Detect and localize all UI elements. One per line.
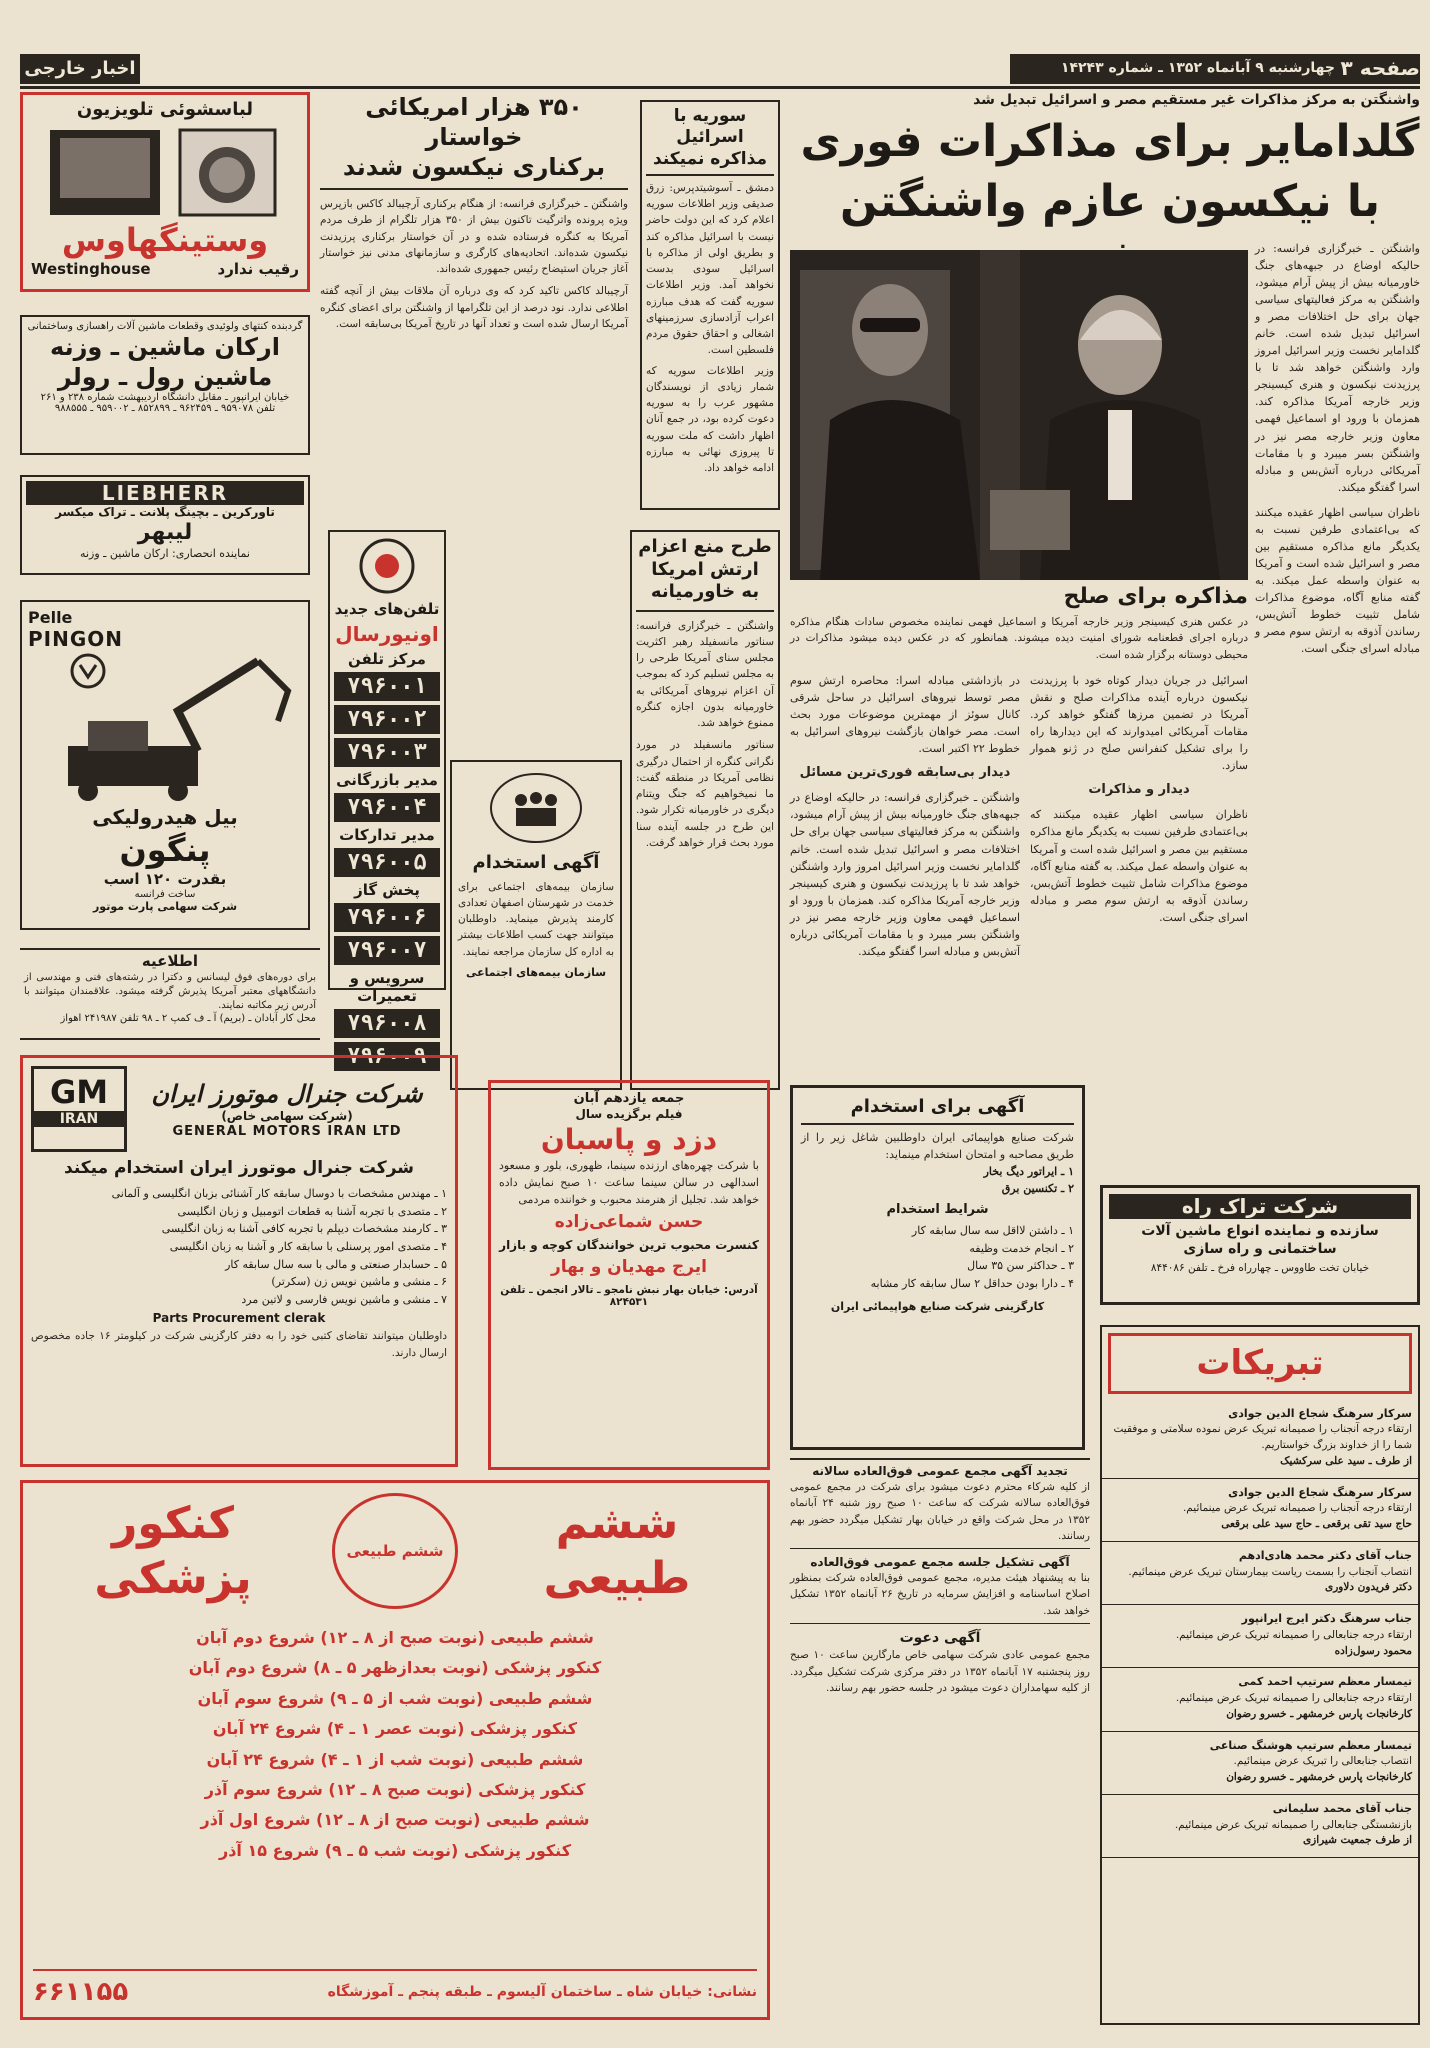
- arkan-name: ارکان ماشین ـ وزنه: [50, 333, 280, 361]
- impeach-headline-1: ۳۵۰ هزار امریکائی خواستار: [365, 93, 583, 151]
- airline-job-ad: [790, 1085, 1085, 1450]
- concert-film: فیلم برگزیده سال: [575, 1107, 683, 1122]
- impeach-body: واشنگتن ـ خبرگزاری فرانسه: از هنگام برکناری آرچیبالد کاکس بازپرس ویژه پرونده واترگیت تاکنون بیش از ۳۵۰ هزار تلگرام از طرف مردم آمریکا به کنگره فرستاده شده و در آن خواستار برکناری پرزیدنت نیکسون شده‌اند. اتحادیه‌های کارگری و سازمانهای مدنی نیز خواستار آغاز جریان استیضاح رئیس جمهوری شده‌اند.: [320, 198, 628, 276]
- thanks-item-name: جناب آقای دکتر محمد هادی‌ادهم: [1238, 1548, 1412, 1562]
- gm-item: ۶ ـ منشی و ماشین نویس زن (سکرتر): [271, 1275, 447, 1289]
- thanks-item-from: محمود رسول‌زاده: [1334, 1644, 1412, 1657]
- universal-title-1: تلفن‌های جدید: [334, 600, 440, 618]
- thanks-item-from: کارخانجات پارس خرمشهر ـ خسرو رضوان: [1226, 1771, 1412, 1783]
- syria-headline: سوریه با اسرائیل مذاکره نمیکند: [646, 106, 774, 176]
- phone-group-label: مدیر بازرگانی: [336, 771, 438, 789]
- pingon-brand-en-2: PINGON: [28, 627, 123, 651]
- thanks-item-from: از طرف جمعیت شیرازی: [1302, 1834, 1412, 1847]
- westinghouse-line-1: لباسشوئی تلویزیون: [76, 99, 254, 120]
- lead-col-a: [1030, 672, 1248, 1082]
- phone-number: ۷۹۶۰۰۵: [334, 848, 440, 877]
- thanks-item: [1102, 1668, 1418, 1731]
- gm-item: ۱ ـ مهندس مشخصات با دوسال سابقه کار آشنائی بزبان انگلیسی و آلمانی: [111, 1187, 447, 1201]
- insurance-footer: سازمان بیمه‌های اجتماعی: [465, 965, 607, 979]
- thanks-item-from: از طرف ـ سید علی سرکشیک: [1280, 1454, 1412, 1467]
- gm-headline: شرکت جنرال موتورز ایران استخدام میکند: [64, 1158, 414, 1178]
- medical-schedule-line: کنکور پزشکی (نوبت بعدازظهر ۵ ـ ۸) شروع دوم آبان: [188, 1658, 602, 1678]
- section-label: اخبار خارجی: [20, 54, 140, 84]
- syria-body-2: وزیر اطلاعات سوریه که شمار زیادی از نویسندگان مشهور عرب را به سوریه دعوت کرده بود، در جمع آنان اظهار داشت که ملت سوریه تا پیروزی نهائی به مبارزه ادامه خواهد داد.: [646, 364, 774, 475]
- gm-header-titles: [127, 1079, 447, 1139]
- thanks-item-name: جناب آقای محمد سلیمانی: [1272, 1801, 1412, 1815]
- thanks-title: تبریکات: [1196, 1343, 1324, 1383]
- phone-group-label: مرکز تلفن: [348, 650, 426, 668]
- thanks-item-text: ارتقاء درجه آنجناب را صمیمانه تبریک عرض نموده سلامتی و موفقیت شما را از خداوند بزرگ خواستاریم.: [1113, 1423, 1412, 1451]
- concert-concert: کنسرت محبوب ترین خوانندگان کوچه و بازار: [499, 1237, 759, 1252]
- medical-title-1: ششم طبیعی: [543, 1498, 691, 1604]
- track-title: شرکت تراک راه: [1109, 1194, 1411, 1219]
- thanks-item-text: انتصاب جنابعالی را تبریک عرض مینمائیم.: [1233, 1755, 1412, 1768]
- airline-items: [801, 1163, 1074, 1198]
- airline-conditions: [801, 1222, 1074, 1292]
- phone-number: ۷۹۶۰۰۱: [334, 672, 440, 701]
- lead-body-p1: واشنگتن ـ خبرگزاری فرانسه: در حالیکه اوضاع در جبهه‌های جنگ خاورمیانه بیش از پیش آرام میشود، واشنگتن به مرکز فعالیتهای سیاسی جهان برای حل اختلافات مصر و اسرائیل تبدیل شده است. خانم گلدامایر نخست وزیر اسرائیل امروز وارد واشنگتن خواهد شد تا با پرزیدنت نیکسون و هنری کیسینجر وزیر خارجه آمریکا مذاکره کند. همزمان با ورود او اسماعیل فهمی معاون وزیر خارجه مصر نیز در واشنگتن بسر میبرد و با مقامات آمریکائی درباره آتش‌بس و مبادله اسرا گفتگو میکند.: [1255, 242, 1420, 494]
- liebherr-sub: تاورکرین ـ بچینگ پلانت ـ تراک میکسر: [55, 505, 275, 519]
- photo-caption-title: مذاکره برای صلح: [1063, 584, 1248, 609]
- medical-schedule-line: ششم طبیعی (نوبت شب از ۵ ـ ۹) شروع سوم آبان: [197, 1688, 593, 1708]
- medical-schedule-line: کنکور پزشکی (نوبت صبح ۸ ـ ۱۲) شروع سوم آذر: [204, 1779, 586, 1799]
- pingon-power: بقدرت ۱۲۰ اسب: [103, 870, 227, 888]
- gm-logo: [31, 1066, 127, 1152]
- arkan-top: گردبنده کنتهای ولوئیدی وقطعات ماشین آلات راهسازی وساختمانی: [27, 321, 303, 332]
- phone-number: ۷۹۶۰۰۶: [334, 903, 440, 932]
- lead-body: [1255, 240, 1420, 1080]
- army-body: واشنگتن ـ خبرگزاری فرانسه: سناتور مانسفیلد رهبر اکثریت مجلس سنای آمریکا طرحی را به مجلس تسلیم کرد که بموجب آن اعزام نیروهای آمریکائی به خاورمیانه بدون اجازه کنگره ممنوع خواهد شد.: [636, 619, 774, 730]
- assembly-title-2: آگهی تشکیل جلسه مجمع عمومی فوق‌العاده: [810, 1555, 1070, 1570]
- lead-body-p2: ناظران سیاسی اظهار عقیده میکنند که بی‌اعتمادی طرفین نسبت به یکدیگر مانع مذاکره مستقیم بین مصر و اسرائیل شده است و آمریکا به عنوان واسطه عمل میکند. به گفته منابع آگاه، موضوع مذاکرات شامل تثبیت خطوط آتش‌بس، رساندن آذوقه به ارتش سوم مصر و مبادله اسرای جنگی است.: [1255, 505, 1420, 656]
- thanks-item-from: کارخانجات پارس خرمشهر ـ خسرو رضوان: [1226, 1707, 1412, 1720]
- pingon-brand-fa: پنگون: [119, 831, 211, 869]
- assembly-notices: [790, 1458, 1090, 2028]
- concert-date: جمعه یازدهم آبان: [573, 1091, 685, 1106]
- thanks-item: [1102, 1479, 1418, 1542]
- impeach-body-2: آرچیبالد کاکس تاکید کرد که وی درباره آن ملاقات بیش از آنچه گفته اطلاعی ندارد. نود درصد از این تلگرامها از واشنگتن برای اعضای کنگره آمریکا ارسال شده است و تعداد آنها در تاریخ آمریکا بی‌سابقه است.: [320, 285, 628, 330]
- gm-title-en: GENERAL MOTORS IRAN LTD: [172, 1124, 402, 1139]
- phone-number: ۷۹۶۰۰۴: [334, 793, 440, 822]
- phone-number: ۷۹۶۰۰۹: [334, 1042, 440, 1071]
- airline-condition: ۱ ـ داشتن لااقل سه سال سابقه کار: [911, 1224, 1074, 1238]
- thanks-item-name: تیمسار معظم سرتیپ هوشنگ صناعی: [1209, 1738, 1412, 1752]
- phone-number: ۷۹۶۰۰۳: [334, 738, 440, 767]
- gm-item: ۵ ـ حسابدار صنعتی و مالی با سه سال سابقه کار: [225, 1257, 447, 1271]
- airline-body: شرکت صنایع هواپیمائی ایران داوطلبین شاغل زیر را از طریق مصاحبه و امتحان استخدام مینماید:: [801, 1130, 1074, 1161]
- army-headline-2: ارتش امریکا: [651, 558, 759, 580]
- gm-logo-text: GM: [49, 1073, 109, 1111]
- arkan-phones: تلفن ۹۵۹۰۷۸ ـ ۹۶۲۴۵۹ ـ ۸۵۲۸۹۹ ـ ۹۵۹۰۰۲ ـ ۹۸۸۵۵۵: [54, 403, 276, 414]
- thanks-item-name: سرکار سرهنگ شجاع الدین جوادی: [1228, 1485, 1412, 1499]
- insurance-title: آگهی استخدام: [472, 852, 600, 873]
- airline-item: ۱ ـ ایراتور دیگ بخار: [983, 1164, 1074, 1178]
- concert-footer: آدرس: خیابان بهار نبش نامجو ـ تالار انجمن ـ تلفن ۸۲۴۵۳۱: [500, 1283, 758, 1308]
- announcement-ad: [20, 948, 320, 1040]
- lead-col-b-p1: در بازداشتی مبادله اسرا: محاصره ارتش سوم مصر توسط نیروهای اسرائیل در ساحل شرقی کانال سوئز از مهمترین موضوعات مورد بحث است. مصر خواهان بازگشت نیروهای اسرائیل به خطوط ۲۲ اکتبر است.: [790, 674, 1020, 756]
- announcement-title: اطلاعیه: [141, 952, 199, 970]
- gm-en-item: Parts Procurement clerak: [152, 1311, 326, 1326]
- universal-logo-icon: [357, 536, 417, 596]
- lead-photo: [790, 250, 1248, 580]
- westinghouse-brand-fa: وستینگهاوس: [61, 221, 269, 259]
- concert-ad: [488, 1080, 770, 1470]
- phone-group-label: سرویس و تعمیرات: [349, 969, 425, 1005]
- liebherr-ad: [20, 475, 310, 575]
- masthead-rule: [20, 86, 1420, 89]
- thanks-item-text: انتصاب آنجناب را بسمت ریاست بیمارستان تبریک عرض مینمائیم.: [1128, 1565, 1412, 1578]
- gm-item: ۳ ـ کارمند مشخصات دیپلم با تجربه کافی آشنا به زبان انگلیسی: [161, 1222, 447, 1236]
- gm-title-fa: شرکت جنرال موتورز ایران: [151, 1080, 423, 1108]
- phone-number: ۷۹۶۰۰۷: [334, 936, 440, 965]
- thanks-item-text: ارتقاء درجه جنابعالی را صمیمانه تبریک عرض مینمائیم.: [1175, 1692, 1412, 1704]
- concert-title: دزد و پاسبان: [540, 1123, 718, 1157]
- story-army: [630, 530, 780, 1090]
- airline-item: ۲ ـ تکنسین برق: [1001, 1182, 1074, 1196]
- thanks-item-text: ارتقاء درجه جنابعالی را صمیمانه تبریک عرض مینمائیم.: [1175, 1628, 1412, 1641]
- announcement-address: محل کار آبادان ـ (بریم) آ ـ ف کمپ ۲ ـ ۹۸ تلفن ۲۴۱۹۸۷ اهواز: [60, 1012, 316, 1024]
- gm-item: ۷ ـ منشی و ماشین نویس فارسی و لاتین مرد: [241, 1292, 447, 1306]
- westinghouse-tagline: رقیب ندارد: [217, 260, 299, 278]
- impeach-headline-2: برکناری نیکسون شدند: [320, 152, 628, 190]
- gm-iran-ad: [20, 1055, 458, 1467]
- pingon-type: بیل هیدرولیکی: [92, 805, 238, 829]
- lead-col-b-sub: دیدار بی‌سابقه فوری‌ترین مسائل: [799, 765, 1011, 781]
- medical-schedule-line: کنکور پزشکی (نوبت عصر ۱ ـ ۴) شروع ۲۴ آبان: [212, 1719, 578, 1739]
- medical-schedule-line: کنکور پزشکی (نوبت شب ۵ ـ ۹) شروع ۱۵ آذر: [219, 1840, 571, 1860]
- medical-phone: ۶۶۱۱۵۵: [33, 1977, 129, 2007]
- concert-singer: حسن شماعی‌زاده: [554, 1212, 704, 1233]
- story-impeach: [320, 92, 628, 512]
- concert-names: ایرج مهدیان و بهار: [551, 1256, 707, 1277]
- tv-washer-image: [30, 120, 300, 220]
- medical-lines: [33, 1623, 757, 1866]
- insurance-body: سازمان بیمه‌های اجتماعی برای خدمت در شهرستان اصفهان تعدادی کارمند پذیرش مینماید. داوطلبان میتوانند جهت کسب اطلاعات بیشتر به اداره کل سازمان مراجعه نمایند.: [458, 880, 614, 958]
- phone-number: ۷۹۶۰۰۲: [334, 705, 440, 734]
- arkan-address: خیابان ایرانپور ـ مقابل دانشگاه اردیبهشت شماره ۲۳۸ و ۲۶۱: [40, 392, 290, 403]
- liebherr-brand-en: LIEBHERR: [26, 481, 304, 505]
- medical-seal: [332, 1493, 458, 1609]
- universal-title-2: اونیورسال: [335, 622, 439, 646]
- pingon-ad: [20, 600, 310, 930]
- arkan-line-2: ماشین رول ـ رولر: [57, 363, 273, 391]
- airline-condition: ۳ ـ حداکثر سن ۳۵ سال: [967, 1259, 1074, 1273]
- assembly-body-3: مجمع عمومی عادی شرکت سهامی خاص مارگارین ساعت ۱۰ صبح روز پنجشنبه ۱۷ آبانماه ۱۳۵۲ در دفتر مرکزی شرکت تشکیل میگردد. از کلیه سهامداران دعوت میشود در جلسه حضور بهم رسانند.: [790, 1649, 1090, 1694]
- assembly-title: تجدید آگهی مجمع عمومی فوق‌العاده سالانه: [812, 1464, 1068, 1478]
- concert-body: با شرکت چهره‌های ارزنده سینما، ظهوری، بلور و مسعود اسدالهی در سالن سینما ساعت ۱۰ صبح نمایش داده خواهد شد. تجلیل از هنرمند محبوب و خواننده مردمی: [499, 1159, 759, 1207]
- lead-kicker: واشنگتن به مرکز مذاکرات غیر مستقیم مصر و اسرائیل تبدیل شد: [973, 92, 1420, 108]
- medical-schedule-line: ششم طبیعی (نوبت صبح از ۸ ـ ۱۲) شروع اول آذر: [200, 1810, 590, 1830]
- medical-title-2: کنکور پزشکی: [94, 1498, 252, 1604]
- lead-col-b: [790, 672, 1020, 1082]
- photo-caption: در عکس هنری کیسینجر وزیر خارجه آمریکا و اسماعیل فهمی نماینده مخصوص سادات هنگام مذاکره درباره اجرای قطعنامه شورای امنیت دیده میشوند. همانطور که در عکس دیده میشود مذاکرات در محیطی دوستانه برگزار شده است.: [790, 616, 1248, 661]
- assembly-body-2: بنا به پیشنهاد هیئت مدیره، مجمع عمومی فوق‌العاده شرکت بمنظور اصلاح اساسنامه و افزایش سرمایه در تاریخ ۲۶ آبانماه ۱۳۵۲ تشکیل خواهد شد.: [790, 1570, 1090, 1624]
- assembly-title-3: آگهی دعوت: [899, 1629, 981, 1646]
- gm-subtitle-fa: (شرکت سهامی خاص): [221, 1109, 353, 1123]
- gm-header: [31, 1066, 447, 1152]
- gm-logo-iran: IRAN: [34, 1111, 124, 1127]
- airline-condition: ۲ ـ انجام خدمت وظیفه: [969, 1241, 1074, 1255]
- syria-body: دمشق ـ آسوشیتدپرس: زرق صدیقی وزیر اطلاعات سوریه اعلام کرد که این دولت حاضر نیست با اسرائیل مذاکره کند و بطریق اولی از مذاکره با اسرائیل سودی بدست نخواهد آمد. وزیر اطلاعات سوریه گفت که هدف مبارزه اعراب آزادسازی سرزمینهای اشغالی و احقاق حقوق مردم فلسطین است.: [646, 181, 774, 357]
- track-body: سازنده و نماینده انواع ماشین آلات ساختمانی و راه سازی: [1141, 1223, 1379, 1257]
- army-headline-3: به خاورمیانه: [636, 581, 774, 612]
- pingon-brand-en-1: Pelle: [28, 608, 73, 627]
- story-syria: [640, 100, 780, 510]
- thanks-item: [1102, 1732, 1418, 1795]
- track-address: خیابان تخت طاووس ـ چهارراه فرخ ـ تلفن ۸۴۴۰۸۶: [1150, 1262, 1370, 1274]
- thanks-item-name: جناب سرهنگ دکتر ایرج ایرانپور: [1241, 1612, 1412, 1625]
- gm-item: ۴ ـ متصدی امور پرسنلی با سابقه کار و آشنا به زبان انگلیسی: [169, 1240, 447, 1254]
- insurance-logo-icon: [486, 768, 586, 848]
- gm-item: ۲ ـ متصدی با تجربه آشنا به قطعات اتومبیل و زبان انگلیسی: [177, 1204, 447, 1218]
- gm-items: [31, 1185, 447, 1308]
- thanks-item: [1102, 1400, 1418, 1479]
- thanks-item: [1102, 1605, 1418, 1668]
- airline-title: آگهی برای استخدام: [801, 1096, 1074, 1125]
- lead-col-a-sub: دیدار و مذاکرات: [1088, 782, 1190, 798]
- pingon-note: ساخت فرانسه: [134, 888, 196, 900]
- medical-exam-ad: [20, 1480, 770, 2020]
- assembly-body: از کلیه شرکاء محترم دعوت میشود برای شرکت در مجمع عمومی فوق‌العاده سالانه شرکت که ساعت ۱۰ صبح روز شنبه ۲۴ آبانماه ۱۳۵۲ در محل شرکت واقع در خیابان بهار تشکیل میگردد حضور بهم رسانند.: [790, 1479, 1090, 1549]
- airline-condition: ۴ ـ دارا بودن حداقل ۲ سال سابقه کار مشابه: [870, 1276, 1074, 1290]
- thanks-item-name: تیمسار معظم سرتیپ احمد کمی: [1238, 1675, 1412, 1689]
- army-body-2: سناتور مانسفیلد در مورد نگرانی کنگره از احتمال درگیری نظامی آمریکا در منطقه گفت: ما نمیخواهیم که جنگ ویتنام دیگری در خاورمیانه تکرار شود. این طرح در جلسه آینده سنا مورد بحث قرار خواهد گرفت.: [636, 739, 774, 849]
- insurance-job-ad: [450, 760, 622, 1090]
- photo-kissinger-fahmy-image: [790, 250, 1248, 580]
- lead-col-a-p2: ناظران سیاسی اظهار عقیده میکنند که بی‌اعتمادی طرفین نسبت به یکدیگر مانع مذاکره مستقیم بین مصر و اسرائیل شده است و آمریکا به عنوان واسطه عمل میکند. به گفته منابع آگاه، موضوع مذاکرات شامل تثبیت خطوط آتش‌بس، رساندن آذوقه به ارتش سوم مصر و مبادله اسرای جنگی است.: [1030, 808, 1248, 924]
- phone-number: ۷۹۶۰۰۸: [334, 1009, 440, 1038]
- announcement-body: برای دوره‌های فوق لیسانس و دکترا در رشته‌های فنی و مهندسی از دانشگاههای معتبر آمریکا پذیرش گرفته میشود. علاقمندان میتوانند با آدرس زیر مکاتبه نمایند.: [24, 971, 316, 1011]
- westinghouse-ad: [20, 92, 310, 292]
- phone-group-label: مدیر تدارکات: [339, 826, 435, 844]
- thanks-item-name: سرکار سرهنگ شجاع الدین جوادی: [1228, 1406, 1412, 1420]
- thanks-item-from: دکتر فریدون دلاوری: [1325, 1581, 1412, 1594]
- gm-footer: داوطلبان میتوانند تقاضای کتبی خود را به دفتر کارگزینی شرکت در کیلومتر ۱۶ جاده مخصوص ارسال دارند.: [31, 1330, 447, 1359]
- westinghouse-footer: [27, 260, 303, 278]
- arkan-ad: [20, 315, 310, 455]
- track-rah-ad: [1100, 1185, 1420, 1305]
- thanks-item: [1102, 1542, 1418, 1605]
- thanks-item-text: ارتقاء درجه آنجناب را صمیمانه تبریک عرض مینمائیم.: [1182, 1502, 1412, 1515]
- thanks-item-text: بازنشستگی جنابعالی را صمیمانه تبریک عرض مینمائیم.: [1174, 1818, 1412, 1831]
- page-label: صفحه ۳: [1340, 56, 1420, 80]
- thanks-column: [1100, 1325, 1420, 2025]
- medical-seal-text: ششم طبیعی: [346, 1542, 444, 1560]
- excavator-image: [28, 651, 304, 801]
- medical-schedule-line: ششم طبیعی (نوبت شب از ۱ ـ ۴) شروع ۲۴ آبان: [206, 1749, 584, 1769]
- universal-phone-groups: [334, 650, 440, 1071]
- medical-header: [33, 1493, 757, 1609]
- thanks-item: [1102, 1795, 1418, 1858]
- pingon-company: شرکت سهامی پارت موتور: [92, 899, 238, 913]
- medical-address: نشانی: خیابان شاه ـ ساختمان آلیسوم ـ طبقه پنجم ـ آموزشگاه: [327, 1984, 757, 2000]
- phone-group-label: پخش گاز: [354, 881, 420, 899]
- thanks-items: [1102, 1400, 1418, 1859]
- lead-col-a-p1: اسرائیل در جریان دیدار کوتاه خود با پرزیدنت نیکسون درباره آینده مذاکرات صلح و نقش آمریکا در تضمین مرزها گفتگو خواهد کرد. مقامات آمریکائی امیدوارند که این دیدارها راه را برای تشکیل کنفرانس صلح در ژنو هموار سازد.: [1030, 674, 1248, 773]
- airline-conditions-title: شرایط استخدام: [886, 1201, 989, 1217]
- thanks-item-from: حاج سید تقی برقعی ـ حاج سید علی برقعی: [1221, 1518, 1412, 1530]
- liebherr-brand-fa: لیبهر: [137, 520, 193, 545]
- army-headline-1: طرح منع اعزام: [638, 536, 772, 557]
- airline-footer: کارگزینی شرکت صنایع هواپیمائی ایران: [830, 1300, 1045, 1314]
- lead-col-b-p2: واشنگتن ـ خبرگزاری فرانسه: در حالیکه اوضاع در جبهه‌های جنگ خاورمیانه بیش از پیش آرام میشود، واشنگتن به مرکز فعالیتهای سیاسی جهان برای حل اختلافات مصر و اسرائیل تبدیل شده است. خانم گلدامایر نخست وزیر اسرائیل امروز وارد واشنگتن خواهد شد تا با پرزیدنت نیکسون و هنری کیسینجر وزیر خارجه آمریکا مذاکره کند. همزمان با ورود او اسماعیل فهمی معاون وزیر خارجه مصر نیز در واشنگتن بسر میبرد و با مقامات آمریکائی درباره آتش‌بس و مبادله اسرا گفتگو میکند.: [790, 791, 1020, 958]
- universal-phones-ad: [328, 530, 446, 1069]
- westinghouse-brand-en: Westinghouse: [31, 260, 151, 278]
- medical-schedule-line: ششم طبیعی (نوبت صبح از ۸ ـ ۱۲) شروع دوم آبان: [196, 1628, 594, 1647]
- thanks-header: [1108, 1333, 1412, 1394]
- lead-headline-1: گلدامایر برای مذاکرات فوری: [800, 116, 1420, 167]
- lead-headline-2: با نیکسون عازم واشنگتن: [840, 176, 1380, 227]
- date-issue: چهارشنبه ۹ آبانماه ۱۳۵۲ ـ شماره ۱۴۲۴۳: [1060, 60, 1335, 76]
- medical-footer: [33, 1969, 757, 2007]
- liebherr-agent: نماینده انحصاری: ارکان ماشین ـ وزنه: [80, 546, 250, 560]
